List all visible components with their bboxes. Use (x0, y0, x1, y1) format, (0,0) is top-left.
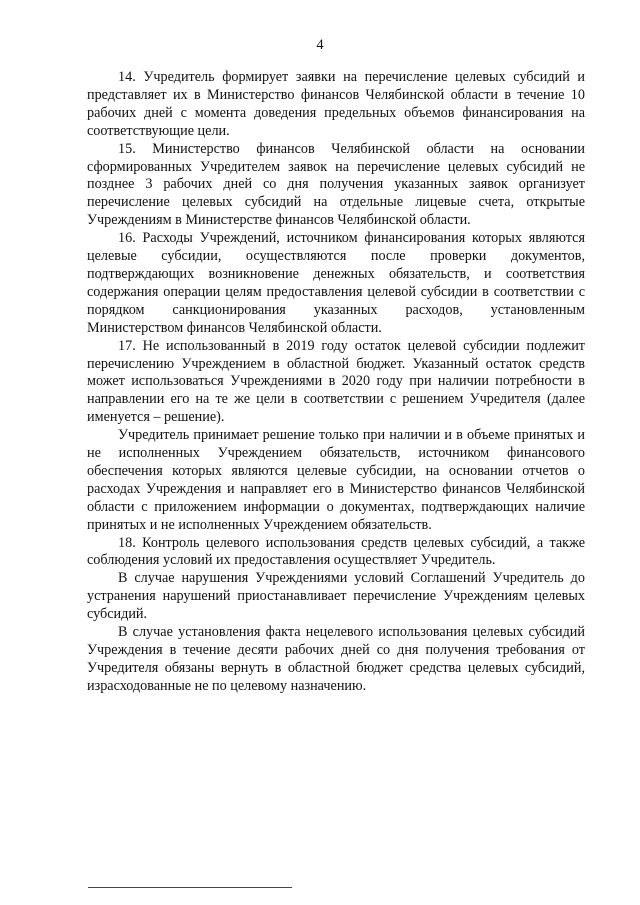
paragraph-18-violation: В случае нарушения Учреждениями условий Соглашений Учредитель до устранения нарушений приостанавливает перечисление Учреждениям целевых субсидий. (87, 570, 585, 623)
paragraph-16: 16. Расходы Учреждений, источником финансирования которых являются целевые субсидии, осуществляются после проверки документов, подтверждающих возникновение денежных обязательств, и соответствия содержания операции целям предоставления целевой субсидии в соответствии с порядком санкционирования указанных расходов, установленным Министерством финансов Челябинской области. (87, 230, 585, 336)
paragraph-18: 18. Контроль целевого использования средств целевых субсидий, а также соблюдения условий их предоставления осуществляет Учредитель. (87, 534, 585, 569)
paragraph-17-decision: Учредитель принимает решение только при наличии и в объеме принятых и не исполненных Учреждением обязательств, источником финансового обеспечения которых являются целевые субсидии, на основании отчетов о расходах Учреждения и направляет его в Министерство финансов Челябинской области с приложением информации о документах, подтверждающих наличие принятых и не исполненных Учреждением обязательств. (87, 427, 585, 533)
paragraph-15: 15. Министерство финансов Челябинской области на основании сформированных Учредителем заявок на перечисление целевых субсидий не позднее 3 рабочих дней со дня получения указанных заявок организует перечисление целевых субсидий на отдельные лицевые счета, открытые Учреждениям в Министерстве финансов Челябинской области. (87, 140, 585, 229)
paragraph-17: 17. Не использованный в 2019 году остаток целевой субсидии подлежит перечислению Учреждением в областной бюджет. Указанный остаток средств может использоваться Учреждениями в 2020 году при наличии потребности в направлении его на те же цели в соответствии с решением Учредителя (далее именуется – решение). (87, 337, 585, 426)
paragraph-18-misuse: В случае установления факта нецелевого использования целевых субсидий Учреждения в течение десяти рабочих дней со дня получения требования от Учредителя обязаны вернуть в областной бюджет средства целевых субсидий, израсходованные не по целевому назначению. (87, 624, 585, 694)
page-number: 4 (316, 37, 324, 53)
paragraph-14: 14. Учредитель формирует заявки на перечисление целевых субсидий и представляет их в Министерство финансов Челябинской области в течение 10 рабочих дней с момента доведения предельных объемов финансирования на соответствующие цели. (87, 69, 585, 139)
document-body (87, 69, 585, 696)
footnote-divider (88, 887, 292, 888)
